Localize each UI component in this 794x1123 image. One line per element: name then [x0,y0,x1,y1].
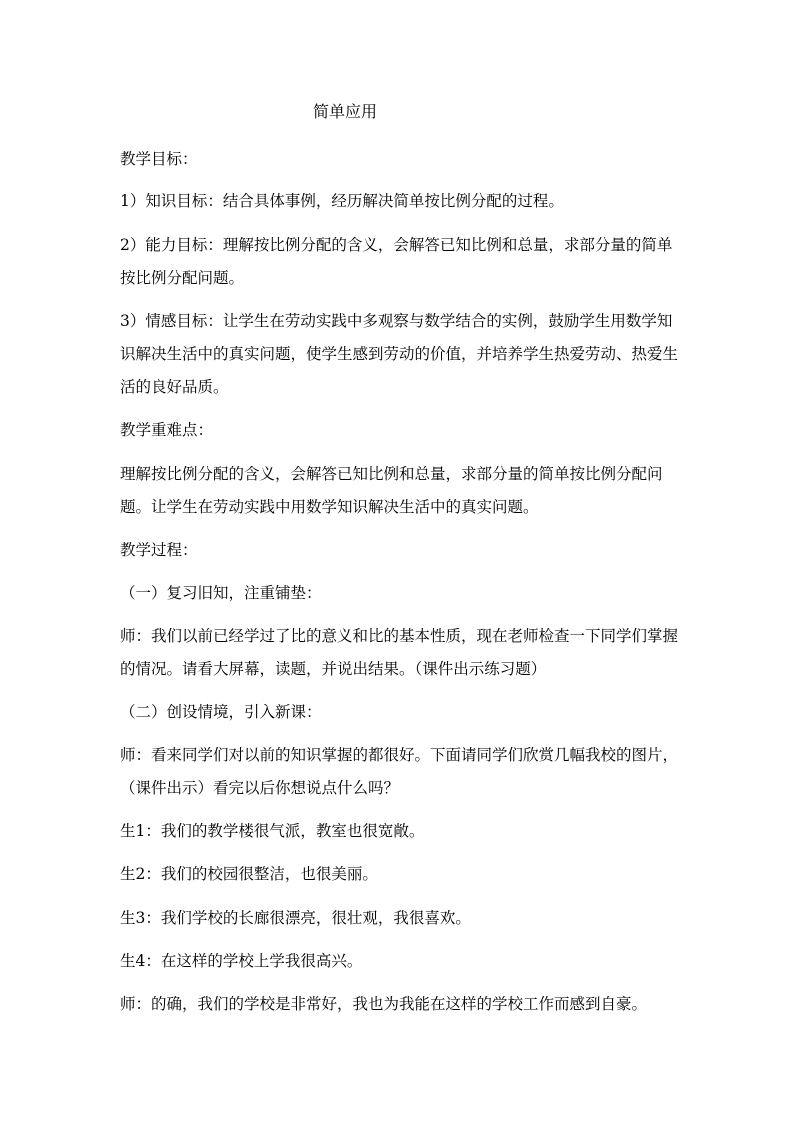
section-heading-key-points: 教学重难点： [120,421,214,439]
paragraph-student-4: 生4：在这样的学校上学我很高兴。 [120,952,363,970]
paragraph-student-1: 生1：我们的教学楼很气派，教室也很宽敞。 [120,822,425,840]
paragraph-ability-objective: 2）能力目标：理解按比例分配的含义，会解答已知比例和总量，求部分量的简单按比例分配问题。 [120,236,673,287]
paragraph-student-3: 生3：我们学校的长廊很漂亮，很壮观，我很喜欢。 [120,909,471,927]
paragraph-emotion-objective: 3）情感目标：让学生在劳动实践中多观察与数学结合的实例，鼓励学生用数学知识解决生活中的真实问题，使学生感到劳动的价值，并培养学生热爱劳动、热爱生活的良好品质。 [120,312,679,396]
subheading-review: （一）复习旧知，注重铺垫： [120,584,322,602]
paragraph-knowledge-objective: 1）知识目标：结合具体事例，经历解决简单按比例分配的过程。 [120,192,564,210]
subheading-new-lesson: （二）创设情境，引入新课： [120,703,322,721]
section-heading-objectives: 教学目标： [120,150,198,168]
paragraph-key-points: 理解按比例分配的含义，会解答已知比例和总量，求部分量的简单按比例分配问题。让学生在劳动实践中用数学知识解决生活中的真实问题。 [120,465,663,516]
section-heading-process: 教学过程： [120,541,198,559]
paragraph-student-2: 生2：我们的校园很整洁，也很美丽。 [120,865,378,883]
paragraph-teacher-intro: 师：看来同学们对以前的知识掌握的都很好。下面请同学们欣赏几幅我校的图片，（课件出示）看完以后你想说点什么吗？ [120,746,679,797]
paragraph-teacher-closing: 师：的确，我们的学校是非常好，我也为我能在这样的学校工作而感到自豪。 [120,995,648,1013]
document-title: 简单应用 [312,102,377,121]
paragraph-teacher-review: 师：我们以前已经学过了比的意义和比的基本性质，现在老师检查一下同学们掌握的情况。请看大屏幕，读题，并说出结果。（课件出示练习题） [120,627,679,678]
